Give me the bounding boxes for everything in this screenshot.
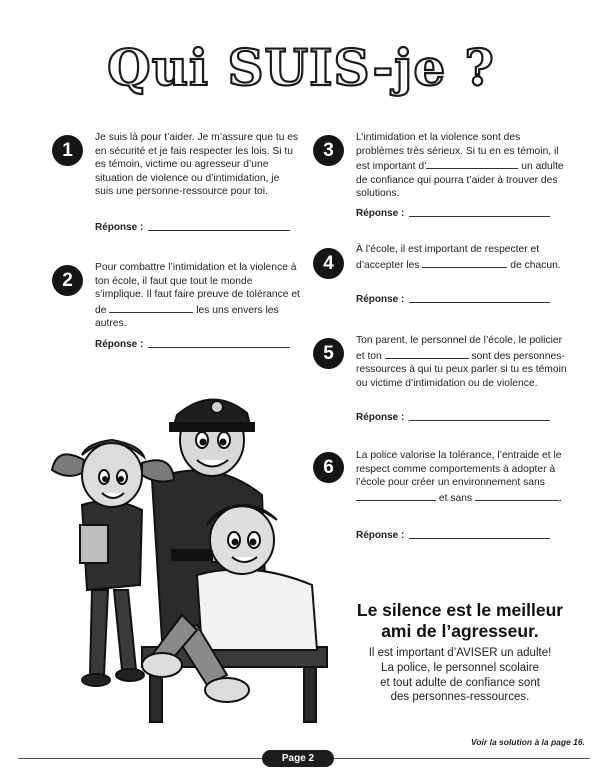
slogan-line-2: ami de l’agresseur. [381, 621, 539, 641]
question-1-answer-label: Réponse : [95, 222, 144, 233]
question-5-text: Ton parent, le personnel de l’école, le policier et ton sont des personnes-ressources à qui tu peux parler si tu es témoin ou victime d’intimidation ou de violence. [356, 335, 567, 389]
question-5-blank[interactable] [385, 348, 469, 359]
question-6-answer-field[interactable] [409, 538, 550, 539]
question-4-answer-label: Réponse : [356, 294, 405, 305]
question-5-number-badge: 5 [313, 338, 344, 369]
solution-reference: Voir la solution à la page 16. [471, 737, 585, 747]
question-4-blank[interactable] [422, 257, 507, 268]
question-1-text: Je suis là pour t’aider. Je m’assure que tu es en sécurité et je fais respecter les lois. Si tu es témoin, victime ou agresseur d’une situation de violence ou d’intimidation, je suis une personne-ressource pour toi. [95, 132, 299, 198]
question-3-answer-field[interactable] [409, 216, 550, 217]
question-4-number-badge: 4 [313, 248, 344, 279]
page-number-badge: Page 2 [262, 750, 334, 767]
question-6-blank-1[interactable] [356, 490, 436, 501]
slogan-block [323, 600, 597, 705]
question-2-number-badge: 2 [52, 265, 83, 296]
question-3-blank[interactable] [426, 158, 518, 169]
question-6-blank-2[interactable] [475, 490, 559, 501]
question-3-answer-label: Réponse : [356, 208, 405, 219]
question-6-answer-label: Réponse : [356, 530, 405, 541]
question-1-answer-field[interactable] [148, 230, 290, 231]
page-title [0, 30, 603, 100]
question-3-text: L’intimidation et la violence sont des problèmes très sérieux. Si tu en es témoin, il est important d’ un adulte de confiance qui pourra t’aider à trouver des solutions. [356, 132, 564, 200]
question-4-answer-field[interactable] [409, 302, 550, 303]
police-and-children-illustration [12, 385, 332, 730]
question-5-answer-field[interactable] [409, 420, 550, 421]
question-2-text: Pour combattre l’intimidation et la violence à ton école, il faut que tout le monde s’implique. Il faut faire preuve de tolérance et de les uns envers les autres. [95, 262, 300, 330]
slogan-subtext: Il est important d’AVISER un adulte! La police, le personnel scolaire et tout adulte de confiance sont des personnes-ressources. [368, 647, 552, 704]
question-2-blank[interactable] [109, 302, 193, 313]
page-title-text: Qui SUIS-je ? [107, 38, 495, 97]
question-3-number-badge: 3 [313, 135, 344, 166]
slogan-line-1: Le silence est le meilleur [356, 600, 564, 620]
question-6-number-badge: 6 [313, 452, 344, 483]
question-1-number-badge: 1 [52, 135, 83, 166]
question-4-text: À l’école, il est important de respecter et d’accepter les de chacun. [356, 244, 561, 271]
question-2-answer-label: Réponse : [95, 339, 144, 350]
question-5-answer-label: Réponse : [356, 412, 405, 423]
question-6-text: La police valorise la tolérance, l’entraide et le respect comme comportements à adopter à l’école pour créer un environnement sans et sans . [356, 450, 562, 504]
question-2-answer-field[interactable] [148, 347, 290, 348]
